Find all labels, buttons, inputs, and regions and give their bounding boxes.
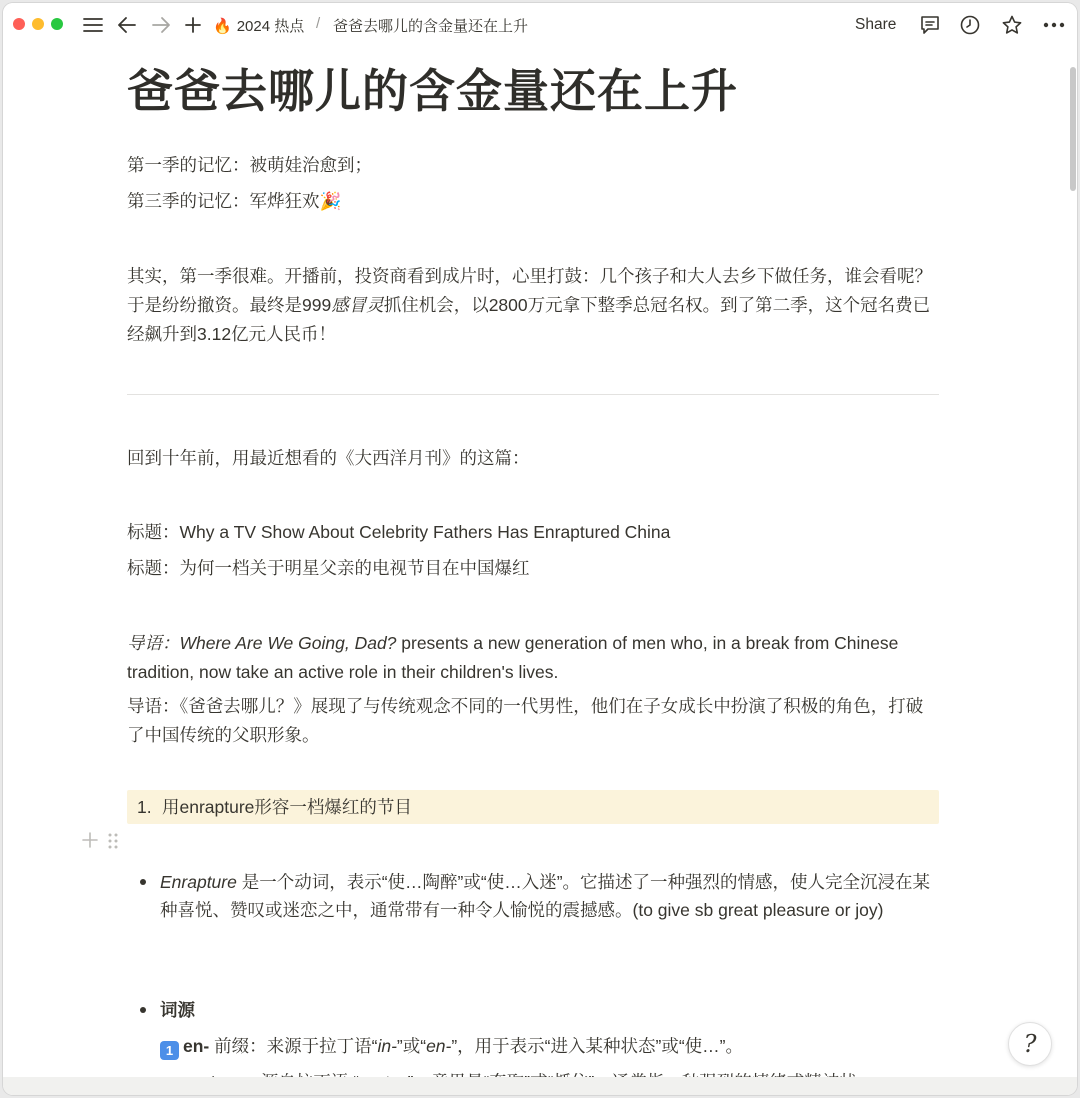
comment-icon[interactable] <box>918 13 942 37</box>
more-icon[interactable] <box>1041 13 1067 37</box>
enrapture-definition: Enrapture 是一个动词，表示“使…陶醉”或“使…入迷”。它描述了一种强烈的情感，使人完全沉浸在某种喜悦、赞叹或迷恋之中，通常带有一种令人愉悦的震撼感。(to give sb great pleasure or joy) <box>160 872 931 920</box>
divider <box>127 394 939 395</box>
breadcrumb-separator: / <box>316 15 321 32</box>
memory-line-1: 第一季的记忆：被萌娃治愈到； <box>127 155 372 175</box>
memory-line-2: 第三季的记忆：军烨狂欢🎉 <box>127 191 342 211</box>
page-content <box>3 47 1077 1095</box>
back-ten-years-line: 回到十年前，用最近想看的《大西洋月刊》的这篇： <box>127 448 530 468</box>
forward-arrow-icon[interactable] <box>149 13 173 37</box>
chinese-lead-paragraph: 导语：《爸爸去哪儿？》展现了与传统观念不同的一代男性，他们在子女成长中扮演了积极的角色，打破了中国传统的父职形象。 <box>127 696 924 745</box>
star-icon[interactable] <box>1000 13 1024 37</box>
keycap-one-icon: 1 <box>160 1041 179 1060</box>
back-arrow-icon[interactable] <box>115 13 139 37</box>
etymology-line-1: 1 en- 前缀：来源于拉丁语“in-”或“en-”，用于表示“进入某种状态”或“使…”。 <box>160 1032 938 1060</box>
fire-icon: 🔥 <box>213 17 232 35</box>
app-window <box>3 3 1077 1095</box>
etymology-heading: 词源 <box>160 1000 195 1020</box>
help-icon: ? <box>1023 1030 1037 1058</box>
minimize-window-button[interactable] <box>32 18 44 30</box>
menu-icon[interactable] <box>81 13 105 37</box>
item-text: 用enrapture形容一档爆红的节目 <box>162 797 412 817</box>
plus-icon[interactable] <box>181 13 205 37</box>
bullet-dot <box>140 879 146 885</box>
english-lead-paragraph: 导语：Where Are We Going, Dad? presents a new generation of men who, in a break from Chinese tradition, now take an active role in their children's lives. <box>127 633 899 682</box>
add-block-icon[interactable] <box>81 831 99 854</box>
breadcrumb-parent-label: 2024 热点 <box>236 18 305 35</box>
scrollbar-thumb[interactable] <box>1070 67 1076 191</box>
chinese-title-line: 标题：为何一档关于明星父亲的电视节目在中国爆红 <box>127 558 530 578</box>
page-title: 爸爸去哪儿的含金量还在上升 <box>127 65 738 117</box>
english-title-line: 标题：Why a TV Show About Celebrity Fathers Has Enraptured China <box>127 522 671 542</box>
maximize-window-button[interactable] <box>51 18 63 30</box>
breadcrumb-current-label: 爸爸去哪儿的含金量还在上升 <box>333 18 529 35</box>
close-window-button[interactable] <box>13 18 25 30</box>
clock-icon[interactable] <box>958 13 982 37</box>
breadcrumb-parent[interactable] <box>213 15 304 36</box>
item-number: 1. <box>137 797 152 817</box>
help-button[interactable] <box>1008 1022 1052 1066</box>
highlighted-numbered-item[interactable] <box>127 790 939 824</box>
bullet-dot <box>140 1007 146 1013</box>
breadcrumb-current[interactable] <box>333 15 528 36</box>
top-bar <box>3 3 1077 47</box>
bottom-bar <box>3 1077 1077 1095</box>
share-button[interactable]: Share <box>855 16 897 33</box>
drag-handle-icon[interactable] <box>107 833 119 854</box>
intro-paragraph: 其实，第一季很难。开播前，投资商看到成片时，心里打鼓：几个孩子和大人去乡下做任务，谁会看呢？于是纷纷撤资。最终是999感冒灵抓住机会，以2800万元拿下整季总冠名权。到了第二季，这个冠名费已经飙升到3.12亿元人民币！ <box>127 266 932 344</box>
